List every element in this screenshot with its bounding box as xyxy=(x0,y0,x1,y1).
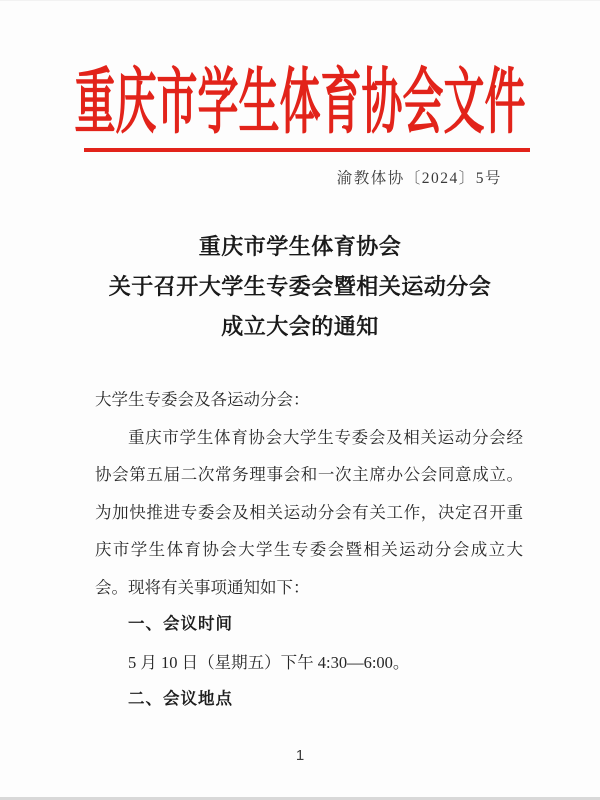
document-title xyxy=(0,227,600,347)
title-line-1: 重庆市学生体育协会 xyxy=(198,234,402,260)
red-header-title: 重庆市学生体育协会文件 xyxy=(74,60,526,144)
title-line-3: 成立大会的通知 xyxy=(221,314,379,340)
section-2-heading: 二、会议地点 xyxy=(128,690,233,708)
section-1-body: 5 月 10 日（星期五）下午 4:30—6:00。 xyxy=(128,652,410,672)
salutation-line: 大学生专委会及各运动分会： xyxy=(95,390,310,409)
page-number: 1 xyxy=(295,747,305,764)
section-1-heading: 一、会议时间 xyxy=(128,615,233,633)
document-number: 渝教体协〔2024〕5号 xyxy=(336,170,502,187)
intro-paragraph: 重庆市学生体育协会大学生专委会及相关运动分会经协会第五届二次常务理事会和一次主席办公会同意成立。为加快推进专委会及相关运动分会有关工作，决定召开重庆市学生体育协会大学生专委会暨相关运动分会成立大会。现将有关事项通知如下： xyxy=(95,427,523,597)
red-header-banner xyxy=(0,60,600,150)
document-body xyxy=(95,381,523,719)
title-line-2: 关于召开大学生专委会暨相关运动分会 xyxy=(108,274,492,300)
red-divider-line xyxy=(84,148,530,152)
